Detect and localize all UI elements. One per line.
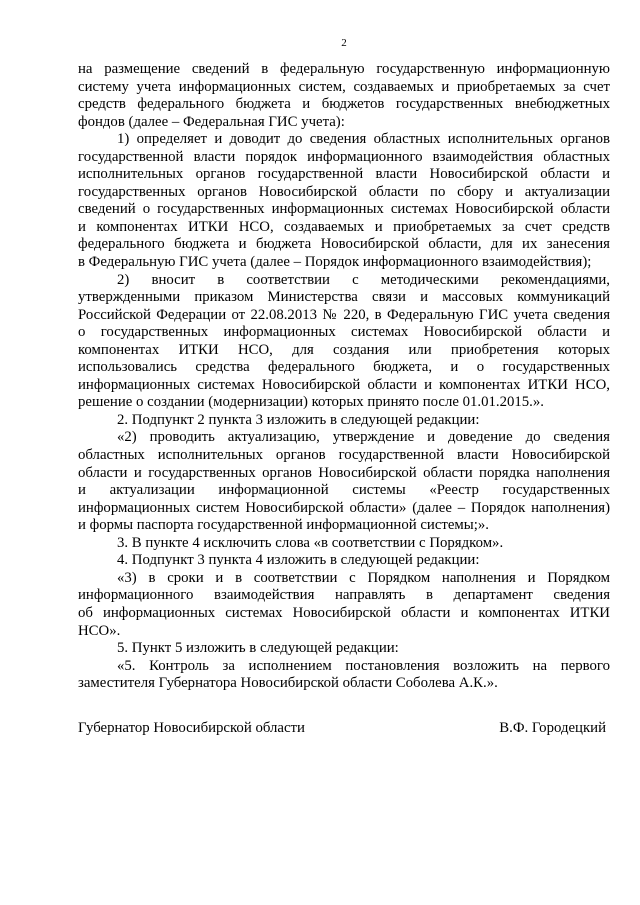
text-line: государственных органов Новосибирской области по сбору и актуализации <box>78 183 610 200</box>
text-line: области и государственных органов Новосибирской области порядка наполнения <box>78 464 610 481</box>
subitem-1-paragraph <box>78 131 610 271</box>
text-line: и формы паспорта государственной информационной системы;». <box>78 517 489 534</box>
text-line: 2. Подпункт 2 пункта 3 изложить в следующей редакции: <box>117 411 480 428</box>
paragraph-continuation <box>78 61 610 131</box>
amendment-4-text <box>78 570 610 640</box>
text-line: и актуализации информационной системы «Реестр государственных <box>78 482 610 499</box>
text-line: Российской Федерации от 22.08.2013 № 220, в Федеральную ГИС учета сведения <box>78 306 610 323</box>
text-line: утвержденными приказом Министерства связи и массовых коммуникаций <box>78 289 610 306</box>
text-line: систему учета информационных систем, создаваемых и приобретаемых за счет <box>78 78 610 95</box>
text-line: 3. В пункте 4 исключить слова «в соответствии с Порядком». <box>117 534 504 551</box>
text-line: использовались средства федерального бюджета, и о государственных <box>78 359 610 376</box>
amendment-3-paragraph <box>78 535 610 553</box>
text-line: 5. Пункт 5 изложить в следующей редакции: <box>117 640 399 657</box>
text-line: на размещение сведений в федеральную государственную информационную <box>78 61 610 77</box>
amendment-4-heading <box>78 552 610 570</box>
text-line: компонентах ИТКИ НСО, для создания или приобретения которых <box>78 341 610 358</box>
text-line: о государственных информационных системах Новосибирской области и <box>78 324 610 341</box>
text-line: информационных систем Новосибирской области» (далее – Порядок наполнения) <box>78 499 610 516</box>
amendment-5-heading <box>78 640 610 658</box>
text-line: областных исполнительных органов государственной власти Новосибирской <box>78 447 610 464</box>
text-line: заместителя Губернатора Новосибирской области Соболева А.К.». <box>78 675 498 692</box>
text-line: «5. Контроль за исполнением постановления возложить на первого <box>117 657 610 674</box>
amendment-5-text <box>78 658 610 693</box>
text-line: 4. Подпункт 3 пункта 4 изложить в следующей редакции: <box>117 552 480 569</box>
subitem-2-paragraph <box>78 272 610 412</box>
document-body <box>78 61 610 693</box>
text-line: и компонентах ИТКИ НСО, создаваемых и приобретаемых за счет средств <box>78 218 610 235</box>
amendment-2-heading <box>78 412 610 430</box>
text-line: 2) вносит в соответствии с методическими рекомендациями, <box>117 271 610 288</box>
text-line: 1) определяет и доводит до сведения областных исполнительных органов <box>117 131 610 148</box>
page-number: 2 <box>341 37 347 49</box>
text-line: фондов (далее – Федеральная ГИС учета): <box>78 113 345 130</box>
amendment-2-text <box>78 429 610 534</box>
text-line: средств федерального бюджета и бюджетов государственных внебюджетных <box>78 96 610 113</box>
text-line: НСО». <box>78 622 121 639</box>
signatory-title: Губернатор Новосибирской области <box>78 720 305 736</box>
text-line: сведений о государственных информационных системах Новосибирской области <box>78 201 610 218</box>
text-line: информационного взаимодействия направлять в департамент сведения <box>78 587 610 604</box>
text-line: информационных системах Новосибирской области и компонентах ИТКИ НСО, <box>78 376 610 393</box>
text-line: в Федеральную ГИС учета (далее – Порядок информационного взаимодействия); <box>78 254 592 271</box>
signature-block <box>78 720 606 738</box>
text-line: решение о создании (модернизации) которых принято после 01.01.2015.». <box>78 394 544 411</box>
text-line: об информационных системах Новосибирской области и компонентах ИТКИ <box>78 604 610 621</box>
text-line: «2) проводить актуализацию, утверждение и доведение до сведения <box>117 429 610 446</box>
text-line: исполнительных органов государственной власти Новосибирской области и <box>78 166 610 183</box>
text-line: федерального бюджета и бюджета Новосибирской области, для их занесения <box>78 236 610 253</box>
text-line: «3) в сроки и в соответствии с Порядком наполнения и Порядком <box>117 569 610 586</box>
text-line: государственной власти порядок информационного взаимодействия областных <box>78 148 610 165</box>
signatory-name: В.Ф. Городецкий <box>499 720 606 736</box>
